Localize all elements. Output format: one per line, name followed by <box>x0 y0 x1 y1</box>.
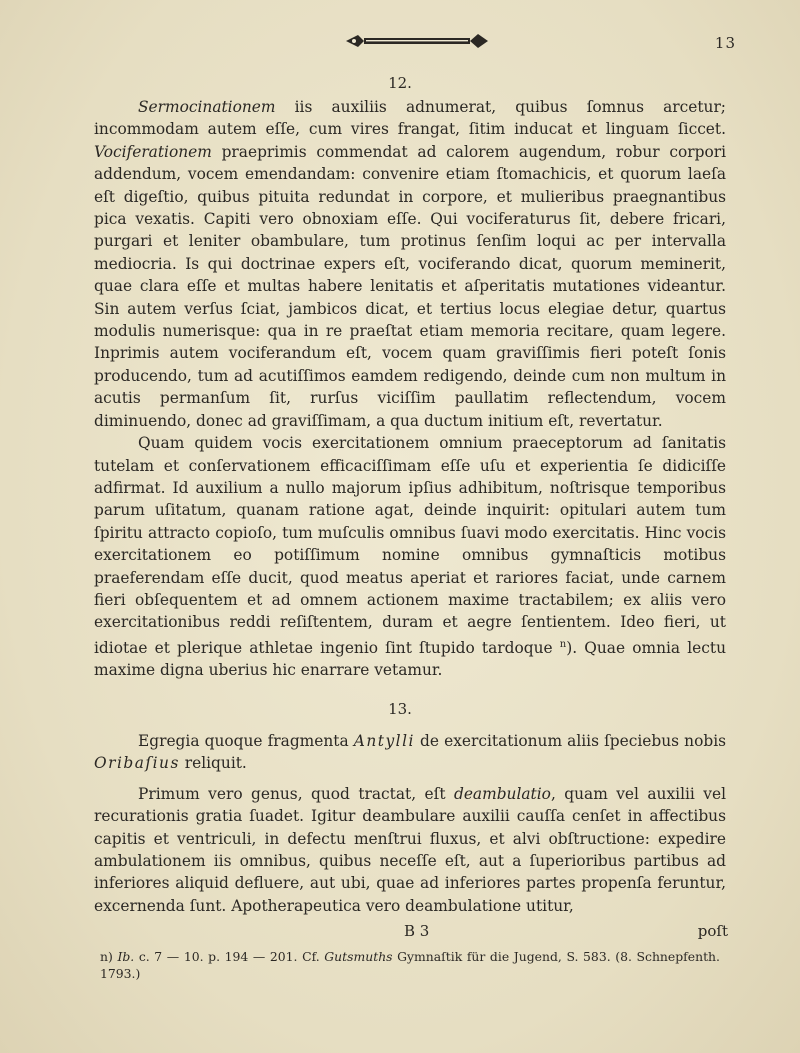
page-number: 13 <box>714 34 736 52</box>
signature-mark: B 3 <box>404 922 430 940</box>
section-13-body <box>94 730 726 917</box>
styled-text-run: Sermocinationem <box>138 98 276 116</box>
styled-text-run: Antylli <box>353 732 415 750</box>
styled-text-run: Oribaſius <box>94 754 180 773</box>
paragraph <box>94 432 726 682</box>
text-run: ). Quae omnia lectu maxime digna uberius hic enarrare vetamur. <box>94 638 726 680</box>
text-run: praeprimis commendat ad calorem augendum, robur corpori addendum, vocem emendandam: convenire etiam ſtomachicis, et quorum laeſa eſt digeſtio, quibus pituita redundat in corpore, et mulieribus praegnantibus pica vexatis. Capiti vero obnoxiam eſſe. Qui vociferaturus ſit, debere fricari, purgari et leniter obambulare, tum protinus ſenſim loqui ac per intervalla mediocria. Is qui doctrinae expers eſt, vociferando dicat, quorum meminerit, quae clara eſſe et multas habere lenitatis et aſperitatis mutationes videantur. Sin autem verſus ſciat, jambicos dicat, et tertius locus elegiae detur, quartus modulis numerisque: qua in re praeſtat etiam memoria recitare, quam legere. Inprimis autem vociferandum eſt, vocem quam graviſſimis fieri poteſt ſonis producendo, tum ad acutiſſimos eamdem redigendo, deinde cum non multum in acutis permanſum ſit, rurſus viciſſim paullatim reflectendum, vocem diminuendo, donec ad graviſſimam, a qua ductum initium eſt, revertatur. <box>94 142 726 430</box>
text-run: n) <box>100 949 118 964</box>
catchword: poſt <box>697 922 728 940</box>
paragraph <box>94 96 726 432</box>
styled-text-run: deambulatio <box>453 784 551 803</box>
section-12-body <box>94 96 726 682</box>
styled-text-run: Vociferationem <box>94 142 212 161</box>
text-run: Gymnaſtik für die Jugend, S. 583. (8. Schnepfenth. 1793.) <box>100 949 720 981</box>
paragraph <box>94 730 726 775</box>
text-run: c. 7 — 10. p. 194 — 201. Cf. <box>134 949 325 964</box>
text-run: Primum vero genus, quod tractat, eſt <box>138 784 454 803</box>
footnote <box>100 948 720 982</box>
section-number-13: 13. <box>388 700 412 718</box>
styled-text-run: Ib. <box>117 949 135 964</box>
text-run: iis auxiliis adnumerat, quibus ſomnus arcetur; incommodam autem eſſe, cum vires frangat, ſitim inducat et linguam ſiccet. <box>94 98 726 139</box>
text-run: Quam quidem vocis exercitationem omnium praeceptorum ad ſanitatis tutelam et conſervationem efficaciſſimam eſſe uſu et experientia ſe didiciſſe adfirmat. Id auxilium a nullo majorum ipſius adhibitum, noſtrisque temporibus parum uſitatum, quanam ratione agat, deinde inquirit: opitulari autem tum ſpiritu attracto copioſo, tum muſculis omnibus ſuavi modo exercitatis. Hinc vocis exercitationem eo potiſſimum nomine omnibus gymnaſticis motibus praeferendam eſſe ducit, quod meatus aperiat et rariores faciat, unde carnem fieri obſequentem et ad omnem actionem maxime tractabilem; ex aliis vero exercitationibus reddi reſiſtentem, duram et aegre ſentientem. Ideo fieri, ut idiotae et plerique athletae ingenio ſint ſtupido tardoque <box>94 434 726 657</box>
section-number-12: 12. <box>388 74 412 92</box>
styled-text-run: Gutsmuths <box>324 949 393 964</box>
text-run: Egregia quoque fragmenta <box>138 732 354 750</box>
text-run: , quam vel auxilii vel recurationis gratia ſuadet. Igitur deambulare auxilii cauſſa cenſet in affectibus capitis et ventriculi, in defectu menſtrui fluxus, et alvi obſtructione: expedire ambulationem iis omnibus, quibus neceſſe eſt, aut a ſuperioribus partibus ad inferiores aliquid defluere, aut ubi, quae ad inferiores partes propenſa feruntur, excernenda ſunt. Apotherapeutica vero deambulatione utitur, <box>94 784 726 915</box>
text-run: de exercitationum aliis ſpeciebus nobis <box>414 732 727 750</box>
text-run: reliquit. <box>179 754 247 773</box>
ornamental-rule-icon <box>342 30 492 52</box>
styled-text-run: n <box>559 638 567 650</box>
paragraph <box>94 783 726 917</box>
